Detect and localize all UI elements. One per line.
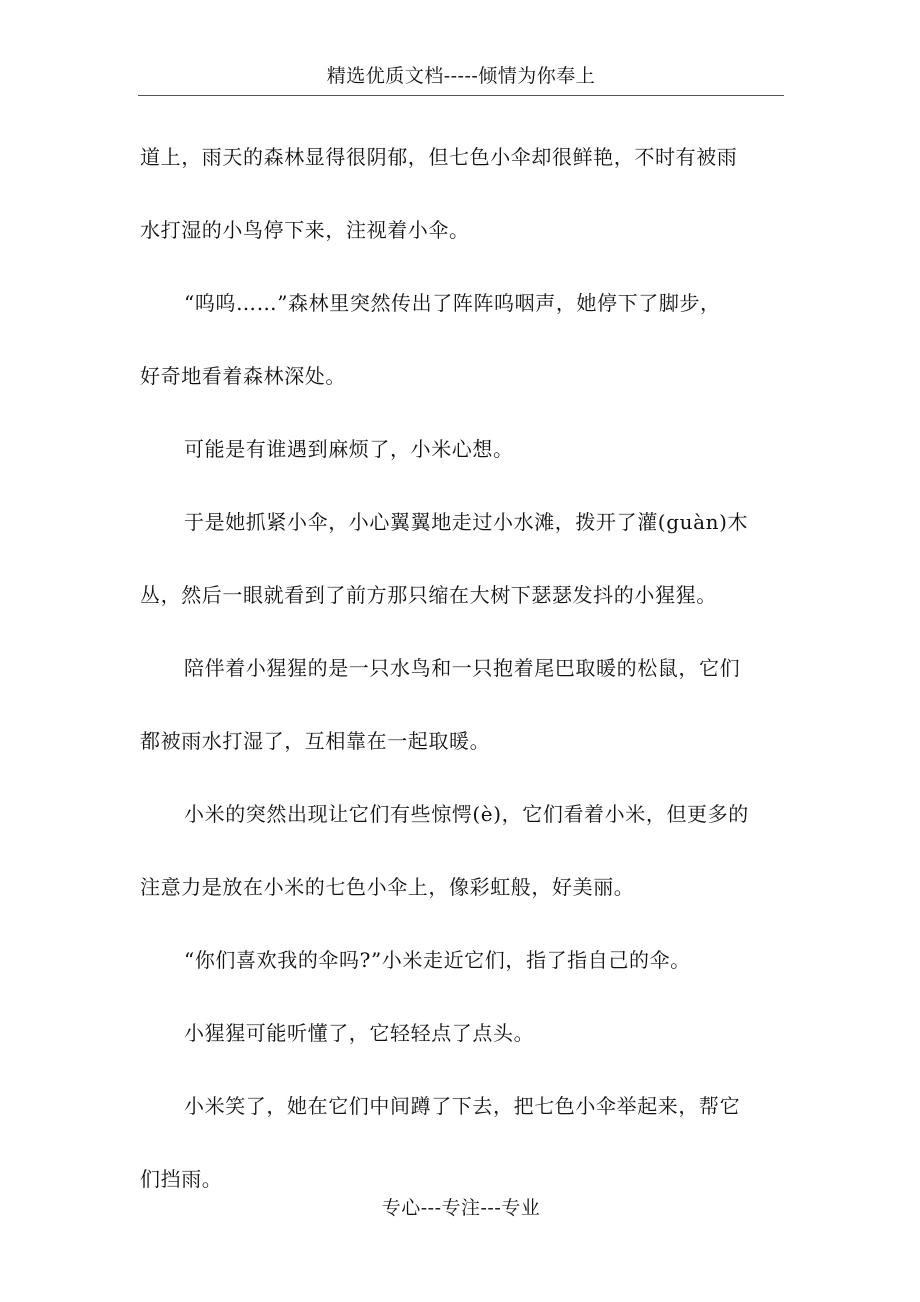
text-line: 好奇地看着森林深处。 bbox=[140, 364, 346, 388]
text-line: 都被雨水打湿了，互相靠在一起取暖。 bbox=[140, 729, 491, 753]
page-header: 精选优质文档-----倾情为你奉上 bbox=[326, 65, 596, 87]
text-line: “呜呜……”森林里突然传出了阵阵呜咽声，她停下了脚步， bbox=[184, 291, 721, 315]
text-line: 道上，雨天的森林显得很阴郁，但七色小伞却很鲜艳，不时有被雨 bbox=[140, 145, 738, 169]
text-line: “你们喜欢我的伞吗?”小米走近它们，指了指自己的伞。 bbox=[184, 948, 691, 972]
text-line: 于是她抓紧小伞，小心翼翼地走过小水滩，拨开了灌(guàn)木 bbox=[184, 510, 749, 534]
text-line: 们挡雨。 bbox=[140, 1167, 223, 1191]
text-line: 小米的突然出现让它们有些惊愕(è)，它们看着小米，但更多的 bbox=[184, 802, 749, 826]
text-line: 小米笑了，她在它们中间蹲了下去，把七色小伞举起来，帮它 bbox=[184, 1094, 741, 1118]
text-line: 水打湿的小鸟停下来，注视着小伞。 bbox=[140, 218, 470, 242]
page-footer: 专心---专注---专业 bbox=[381, 1197, 541, 1219]
text-line: 注意力是放在小米的七色小伞上，像彩虹般，好美丽。 bbox=[140, 875, 635, 899]
text-line: 小猩猩可能听懂了，它轻轻点了点头。 bbox=[184, 1021, 535, 1045]
header-divider bbox=[138, 95, 784, 96]
text-line: 丛，然后一眼就看到了前方那只缩在大树下瑟瑟发抖的小猩猩。 bbox=[140, 583, 717, 607]
text-line: 可能是有谁遇到麻烦了，小米心想。 bbox=[184, 437, 514, 461]
document-body bbox=[140, 121, 785, 1216]
text-line: 陪伴着小猩猩的是一只水鸟和一只抱着尾巴取暖的松鼠，它们 bbox=[184, 656, 741, 680]
